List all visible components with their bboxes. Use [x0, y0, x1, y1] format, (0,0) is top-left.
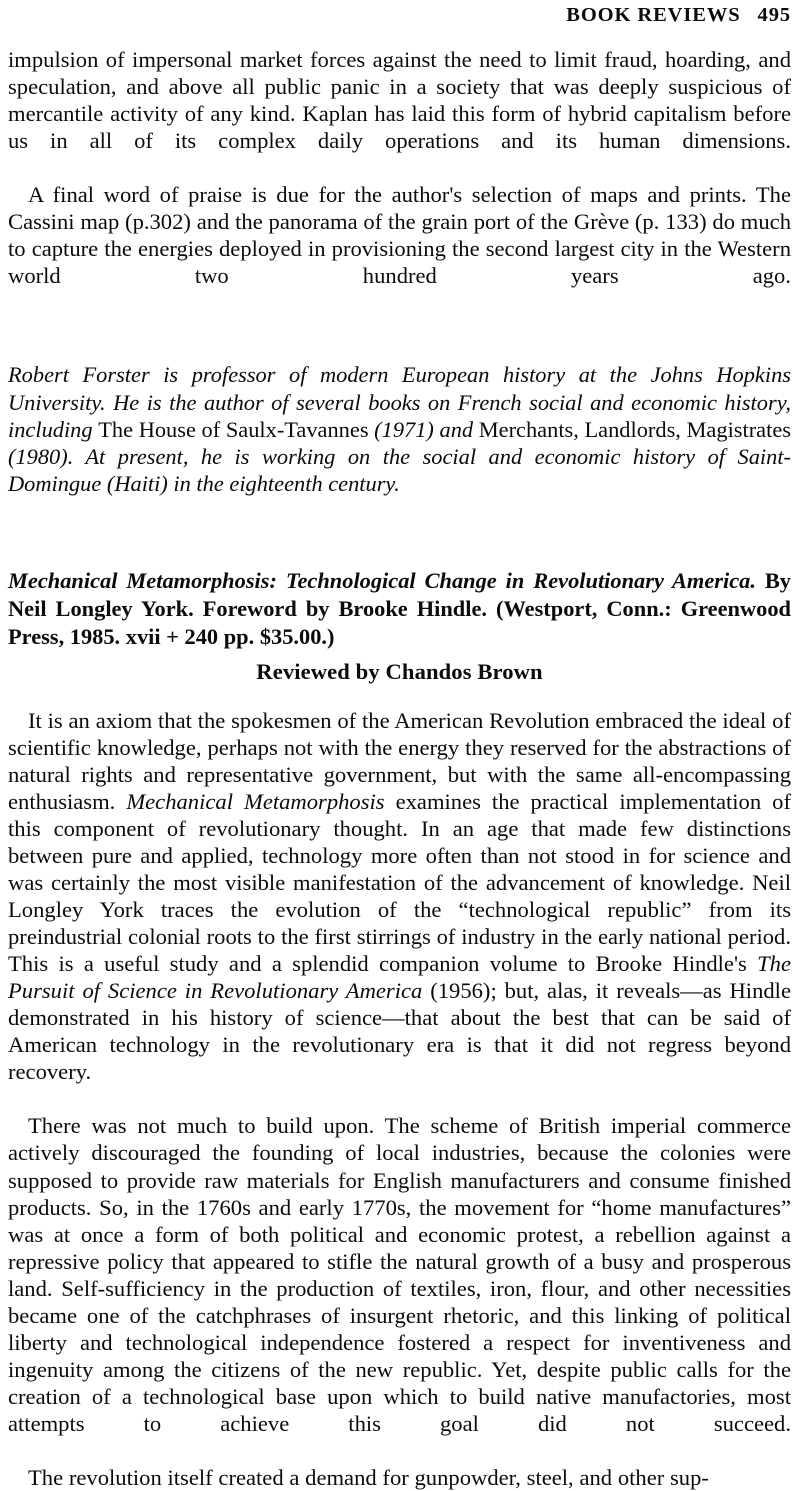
spacer-after-byline — [8, 687, 791, 707]
text-column — [8, 46, 791, 1491]
spacer-before-citation — [8, 497, 791, 567]
book-publication-details: By Neil Longley York. Foreword by Brooke Hindle. (Westport, Conn.: Greenwood Press, 1985. xvii + 240 pp. $35.00.) — [8, 567, 791, 649]
review-1-segment-1: It is an axiom that the spokesmen of the American Revolution embraced the ideal of scientific knowledge, perhaps not with the energy they reserved for the abstractions of natural rights and representative government, but with the same all-encompassing enthusiasm. — [8, 707, 791, 814]
book-title: Mechanical Metamorphosis: Technological Change in Revolutionary America. — [8, 567, 756, 593]
review-1-segment-3: (1956); but, alas, it reveals—as Hindle demonstrated in his history of science—that about the best that can be said of American technology in the revolutionary era is that it did not regress beyond recovery. — [8, 978, 791, 1085]
review-1-segment-2: examines the practical implementation of this component of revolutionary thought. In an age that made few distinctions between pure and applied, technology more often than not stood in for science and was certainly the most visible manifestation of the advancement of knowledge. Neil Longley York traces the evolution of the “technological republic” from its preindustrial colonial roots to the first stirrings of industry in the early national period. This is a useful study and a splendid companion volume to Brooke Hindle's — [8, 788, 791, 977]
page-number: 495 — [757, 4, 791, 26]
book-citation — [8, 567, 791, 651]
bio-segment-2: (1971) and — [368, 416, 479, 442]
review-1-italic-title-1: Mechanical Metamorphosis — [126, 788, 385, 814]
review-paragraph-2: There was not much to build upon. The scheme of British imperial commerce actively discouraged the founding of local industries, because the colonies were supposed to provide raw materials for English manufacturers and consume finished products. So, in the 1760s and early 1770s, the movement for “home manufactures” was at once a form of both political and economic protest, a rebellion against a repressive policy that appeared to stifle the natural growth of a busy and prosperous land. Self-sufficiency in the production of textiles, iron, flour, and other necessities became one of the catchphrases of insurgent rhetoric, and this linking of political liberty and technological independence fostered a respect for inventiveness and ingenuity among the citizens of the new republic. Yet, despite public calls for the creation of a technological base upon which to build native manufactories, most attempts to achieve this goal did not succeed. — [8, 1113, 791, 1436]
bio-segment-1: Robert Forster is professor of modern European history at the Johns Hopkins University. He is the author of several books on French social and economic history, including — [8, 362, 791, 442]
review-paragraph-1 — [8, 707, 791, 1113]
bio-work-title-2: Merchants, Landlords, Magistrates — [478, 416, 791, 442]
spacer-before-bio — [8, 316, 791, 361]
bio-segment-3: (1980). At present, he is working on the social and economic history of Saint-Domingue (Haiti) in the eighteenth century. — [8, 443, 791, 496]
author-bio-note — [8, 361, 791, 496]
paragraph-continued: impulsion of impersonal market forces against the need to limit fraud, hoarding, and speculation, and above all public panic in a society that was deeply suspicious of mercantile activity of any kind. Kaplan has laid this form of hybrid capitalism before us in all of its complex daily operations and its human dimensions. — [8, 47, 791, 154]
running-header — [8, 2, 791, 28]
review-1-italic-title-2: The Pursuit of Science in Revolutionary America — [8, 951, 791, 1004]
paragraph-praise: A final word of praise is due for the author's selection of maps and prints. The Cassini map (p.302) and the panorama of the grain port of the Grève (p. 133) do much to capture the energies deployed in provisioning the second largest city in the Western world two hundred years ago. — [8, 182, 791, 289]
reviewer-byline: Reviewed by Chandos Brown — [256, 658, 543, 684]
review-paragraph-3: The revolution itself created a demand for gunpowder, steel, and other sup- — [28, 1465, 709, 1491]
running-header-title: BOOK REVIEWS — [566, 4, 741, 26]
bio-work-title-1: The House of Saulx-Tavannes — [98, 416, 369, 442]
